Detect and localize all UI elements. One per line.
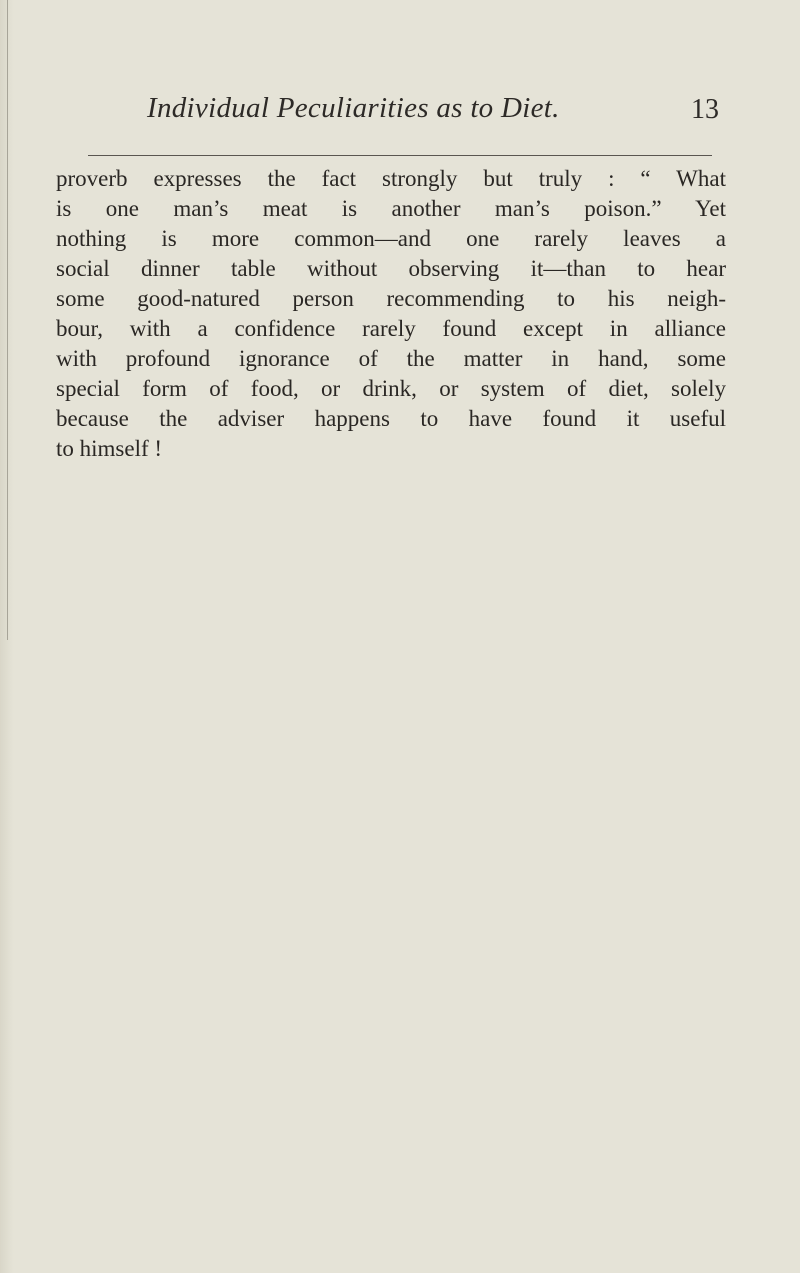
text-line: because the adviser happens to have found it useful [56,406,726,431]
text-line: bour, with a confidence rarely found except in alliance [56,316,726,341]
text-line: proverb expresses the fact strongly but truly : “ What [56,166,726,191]
page-number: 13 [691,94,719,125]
text-line: special form of food, or drink, or system of diet, solely [56,376,726,401]
text-line: social dinner table without observing it—than to hear [56,256,726,281]
text-line-last: to himself ! [56,436,163,461]
text-line: nothing is more common—and one rarely leaves a [56,226,726,251]
running-title: Individual Peculiarities as to Diet. [147,92,560,124]
running-head [0,92,800,136]
text-line: is one man’s meat is another man’s poison.” Yet [56,196,726,221]
body-text [56,164,726,464]
header-rule [88,155,712,156]
text-line: with profound ignorance of the matter in hand, some [56,346,726,371]
text-line: some good-natured person recommending to his neigh- [56,286,726,311]
